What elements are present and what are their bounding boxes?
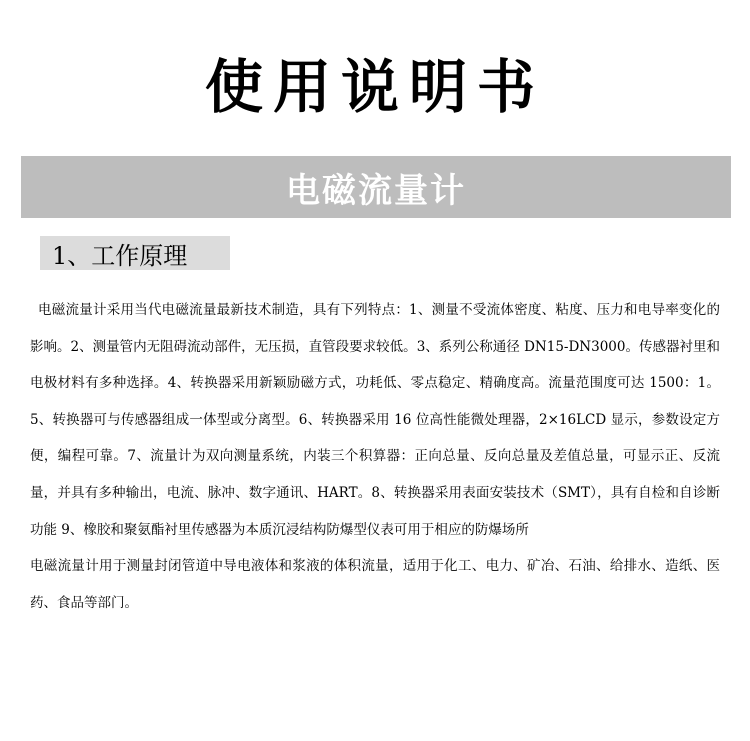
product-name: 电磁流量计 — [286, 170, 466, 211]
product-banner — [21, 156, 731, 218]
paragraph-features: 电磁流量计采用当代电磁流量最新技术制造，具有下列特点：1、测量不受流体密度、粘度、压力和电导率变化的影响。2、测量管内无阻碍流动部件，无压损，直管段要求较低。3、系列公称通径 DN15-DN3000。传感器衬里和电极材料有多种选择。4、转换器采用新颖励磁方式，功耗低、零点稳定、精确度高。流量范围度可达 1500：1。5、转换器可与传感器组成一体型或分离型。6、转换器采用 16 位高性能微处理器，2×16LCD 显示，参数设定方便，编程可靠。7、流量计为双向测量系统，内装三个积算器：正向总量、反向总量及差值总量，可显示正、反流量，并具有多种输出，电流、脉冲、数字通讯、HART。8、转换器采用表面安装技术（SMT），具有自检和自诊断功能 9、橡胶和聚氨酯衬里传感器为本质沉浸结构防爆型仪表可用于相应的防爆场所 — [30, 302, 720, 538]
body-content — [30, 292, 720, 621]
paragraph-applications: 电磁流量计用于测量封闭管道中导电液体和浆液的体积流量，适用于化工、电力、矿冶、石油、给排水、造纸、医药、食品等部门。 — [30, 558, 720, 611]
page-title: 使用说明书 — [204, 53, 545, 121]
section-heading-label: 1、工作原理 — [52, 241, 188, 270]
section-heading — [40, 236, 230, 270]
